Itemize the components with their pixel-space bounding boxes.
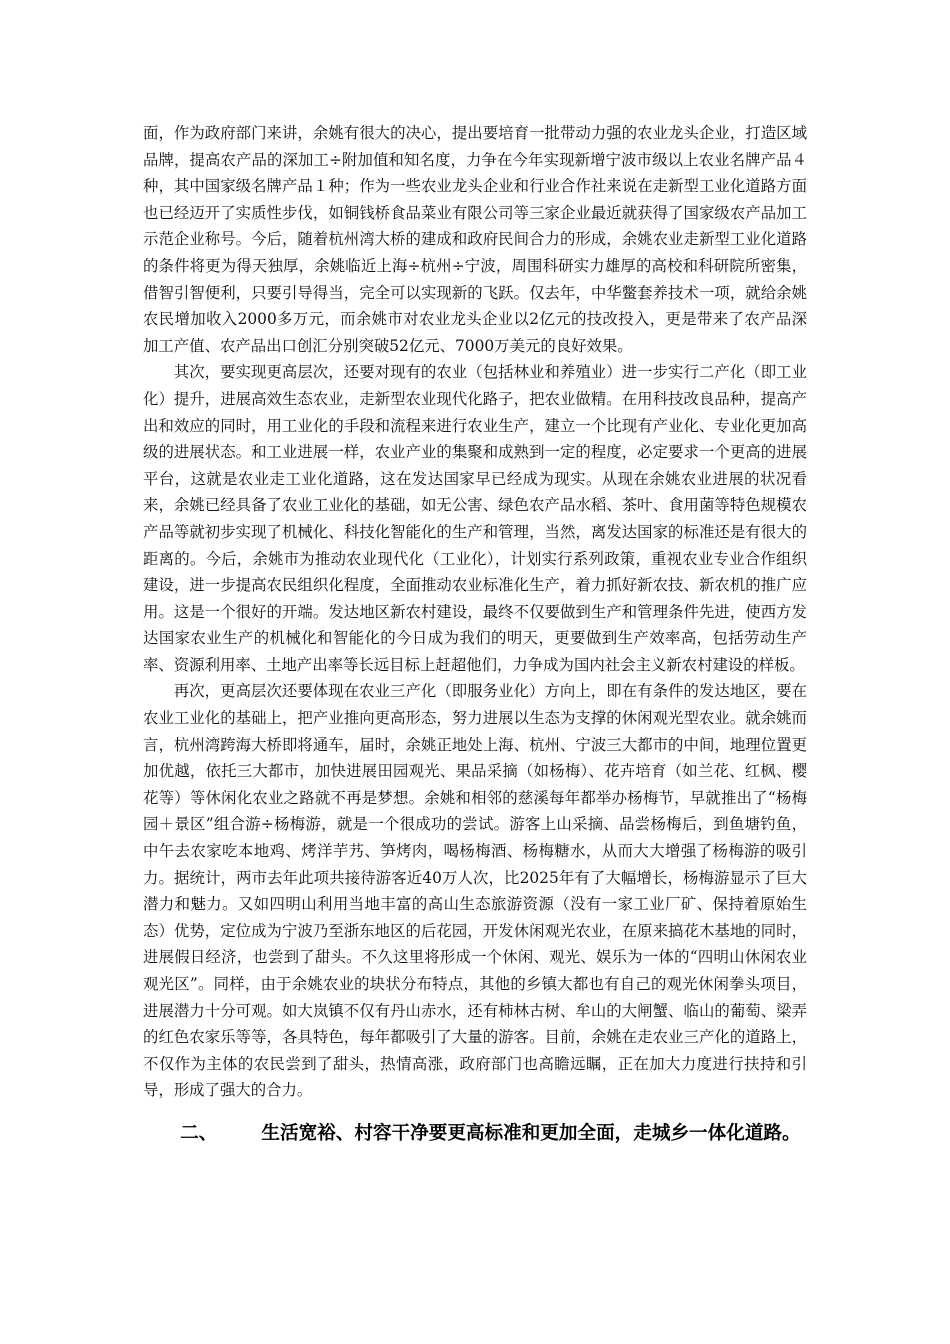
section-heading [143, 1118, 807, 1149]
section-heading-text: 生活宽裕、村容干净要更高标准和更加全面，走城乡一体化道路。 [261, 1122, 801, 1144]
body-paragraph-3: 再次，更高层次还要体现在农业三产化（即服务业化）方向上，即在有条件的发达地区，要在农业工业化的基础上，把产业推向更高形态，努力进展以生态为支撑的休闲观光型农业。就余姚而言，杭州湾跨海大桥即将通车，届时，余姚正地处上海、杭州、宁波三大都市的中间，地理位置更加优越，依托三大都市，加快进展田园观光、果品采摘（如杨梅）、花卉培育（如兰花、红枫、樱花等）等休闲化农业之路就不再是梦想。余姚和相邻的慈溪每年都举办杨梅节，早就推出了“杨梅园＋景区”组合游÷杨梅游，就是一个很成功的尝试。游客上山采摘、品尝杨梅后，到鱼塘钓鱼，中午去农家吃本地鸡、烤洋芋艿、笋烤肉，喝杨梅酒、杨梅糖水，从而大大增强了杨梅游的吸引力。据统计，两市去年此项共接待游客近40万人次，比2025年有了大幅增长，杨梅游显示了巨大潜力和魅力。又如四明山利用当地丰富的高山生态旅游资源（没有一家工业厂矿、保持着原始生态）优势，定位成为宁波乃至浙东地区的后花园，开发休闲观光农业，在原来搞花木基地的同时，进展假日经济，也尝到了甜头。不久这里将形成一个休闲、观光、娱乐为一体的“四明山休闲农业观光区”。同样，由于余姚农业的块状分布特点，其他的乡镇大都也有自己的观光休闲拳头项目，进展潜力十分可观。如大岚镇不仅有丹山赤水，还有柿林古树、牟山的大闸蟹、临山的葡萄、梁弄的红色农家乐等等，各具特色，每年都吸引了大量的游客。目前，余姚在走农业三产化的道路上，不仅作为主体的农民尝到了甜头，热情高涨，政府部门也高瞻远瞩，正在加大力度进行扶持和引导，形成了强大的合力。 [143, 682, 807, 1100]
body-paragraph-1: 面，作为政府部门来讲，余姚有很大的决心，提出要培育一批带动力强的农业龙头企业，打造区域品牌，提高农产品的深加工÷附加值和知名度，力争在今年实现新增宁波市级以上农业名牌产品４种，其中国家级名牌产品１种；作为一些农业龙头企业和行业合作社来说在走新型工业化道路方面也已经迈开了实质性步伐，如铜钱桥食品菜业有限公司等三家企业最近就获得了国家级农产品加工示范企业称号。今后，随着杭州湾大桥的建成和政府民间合力的形成，余姚农业走新型工业化道路的条件将更为得天独厚，余姚临近上海÷杭州÷宁波，周围科研实力雄厚的高校和科研院所密集，借智引智便利，只要引导得当，完全可以实现新的飞跃。仅去年，中华鳖套养技术一项，就给余姚农民增加收入2000多万元，而余姚市对农业龙头企业以2亿元的技改投入，更是带来了农产品深加工产值、农产品出口创汇分别突破52亿元、7000万美元的良好效果。 [143, 124, 807, 355]
body-paragraph-2: 其次，要实现更高层次，还要对现有的农业（包括林业和养殖业）进一步实行二产化（即工业化）提升，进展高效生态农业，走新型农业现代化路子，把农业做精。在用科技改良品种，提高产出和效应的同时，用工业化的手段和流程来进行农业生产，建立一个比现有产业化、专业化更加高级的进展状态。和工业进展一样，农业产业的集聚和成熟到一定的程度，必定要求一个更高的进展平台，这就是农业走工业化道路，这在发达国家早已经成为现实。从现在余姚农业进展的状况看来，余姚已经具备了农业工业化的基础，如无公害、绿色农产品水稻、茶叶、食用菌等特色规模农产品等就初步实现了机械化、科技化智能化的生产和管理，当然，离发达国家的标准还是有很大的距离的。今后，余姚市为推动农业现代化（工业化），计划实行系列政策，重视农业专业合作组织建设，进一步提高农民组织化程度，全面推动农业标准化生产，着力抓好新农技、新农机的推广应用。这是一个很好的开端。发达地区新农村建设，最终不仅要做到生产和管理条件先进，使西方发达国家农业生产的机械化和智能化的今日成为我们的明天，更要做到生产效率高，包括劳动生产率、资源利用率、土地产出率等长远目标上赶超他们，力争成为国内社会主义新农村建设的样板。 [143, 363, 807, 674]
section-heading-number: 二、 [180, 1122, 218, 1144]
document-body [143, 120, 807, 1149]
